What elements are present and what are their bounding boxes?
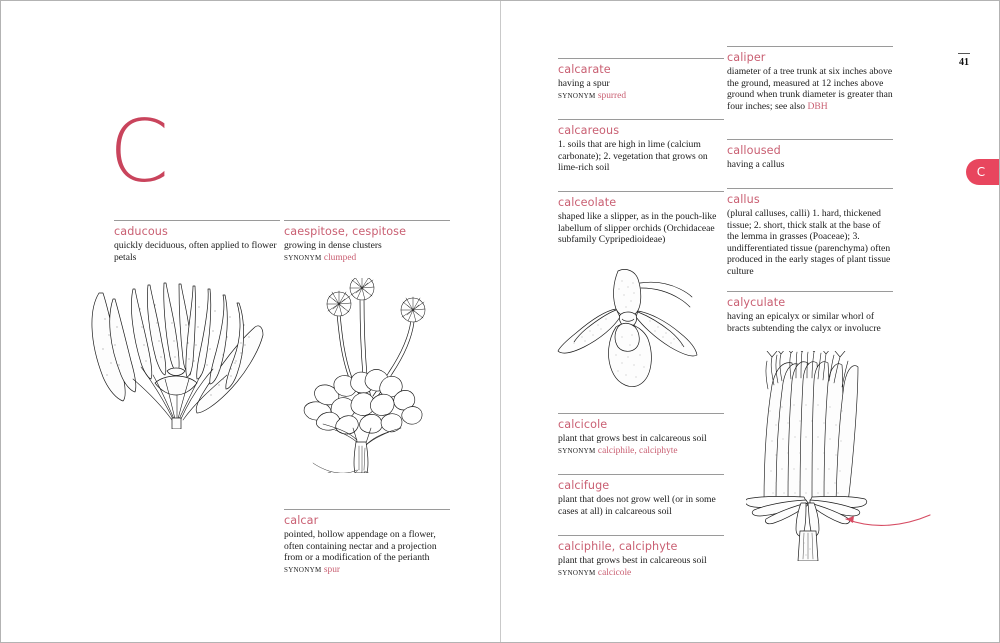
entry-rule [727, 291, 893, 292]
folio-rule [958, 53, 970, 54]
entry-calcicole[interactable] [558, 413, 724, 458]
entry-rule [727, 188, 893, 189]
entry-definition: having an epicalyx or similar whorl of bracts subtending the calyx or involucre [727, 311, 881, 334]
left-page [1, 1, 500, 643]
entry-caespitose[interactable] [284, 220, 450, 265]
thumb-tab-label: C [976, 165, 986, 179]
entry-rule [727, 139, 893, 140]
section-dropcap-letter: C [109, 102, 170, 202]
cross-reference-link[interactable]: DBH [807, 100, 828, 112]
entry-definition: having a spur [558, 78, 610, 89]
entry-headword: caliper [727, 51, 766, 64]
entry-headword: calceolate [558, 196, 617, 209]
entry-definition: (plural calluses, calli) 1. hard, thickened tissue; 2. short, thick stalk at the base of the lemma in grasses (Poaceae); 3. undifferentiated tissue (parenchyma) often produced in the early stages of plant tissue culture [727, 208, 891, 277]
page-number: 41 [959, 57, 969, 68]
page-folio [950, 53, 978, 68]
entry-rule [284, 509, 450, 510]
caducous-flower-illustration [69, 279, 284, 429]
synonym-terms: calciphile, calciphyte [597, 446, 678, 457]
synonym-label: synonym [284, 564, 322, 576]
synonym-label: synonym [558, 90, 596, 102]
synonym-terms: clumped [323, 253, 357, 264]
entry-rule [727, 46, 893, 47]
entry-definition: pointed, hollow appendage on a flower, often containing nectar and a projection from or a modification of the perianth [284, 529, 437, 564]
entry-calcifuge[interactable] [558, 474, 724, 517]
calceolate-slipper-orchid-illustration [556, 269, 716, 409]
entry-caliper[interactable] [727, 46, 893, 112]
entry-headword: calloused [727, 144, 781, 157]
synonym-label: synonym [284, 252, 322, 264]
entry-calcar[interactable] [284, 509, 450, 577]
entry-headword: calcareous [558, 124, 620, 137]
entry-headword: caespitose, cespitose [284, 225, 407, 238]
entry-calcareous[interactable] [558, 119, 724, 174]
entry-headword: caducous [114, 225, 168, 238]
entry-synonym-line [558, 90, 724, 103]
entry-calloused[interactable] [727, 139, 893, 171]
entry-definition: plant that grows best in calcareous soil [558, 555, 707, 566]
entry-definition: plant that grows best in calcareous soil [558, 433, 707, 444]
calyculate-flowerhead-illustration [746, 351, 936, 561]
entry-rule [558, 191, 724, 192]
caespitose-clumped-plant-illustration [301, 278, 451, 473]
entry-definition: plant that does not grow well (or in some cases at all) in calcareous soil [558, 494, 716, 517]
entry-definition: quickly deciduous, often applied to flower petals [114, 240, 277, 263]
entry-synonym-line [284, 252, 450, 265]
entry-headword: calcar [284, 514, 319, 527]
definition-text: diameter of a tree trunk at six inches above the ground, measured at 12 inches above ground when trunk diameter is greater than four inches; see also [727, 66, 893, 112]
right-page [501, 1, 1000, 643]
entry-headword: calcifuge [558, 479, 610, 492]
entry-rule [558, 535, 724, 536]
entry-calyculate[interactable] [727, 291, 893, 334]
synonym-label: synonym [558, 567, 596, 579]
entry-rule [558, 474, 724, 475]
entry-callus[interactable] [727, 188, 893, 278]
entry-headword: calcarate [558, 63, 611, 76]
entry-caducous[interactable] [114, 220, 280, 263]
entry-headword: callus [727, 193, 760, 206]
entry-calciphile-calciphyte[interactable] [558, 535, 724, 580]
entry-rule [558, 58, 724, 59]
entry-definition: shaped like a slipper, as in the pouch-like labellum of slipper orchids (Orchidaceae subfamily Cypripedioideae) [558, 211, 717, 246]
synonym-terms: spurred [597, 91, 627, 102]
entry-rule [558, 119, 724, 120]
entry-calceolate[interactable] [558, 191, 724, 246]
entry-definition: growing in dense clusters [284, 240, 382, 251]
entry-calcarate[interactable] [558, 58, 724, 103]
entry-definition: 1. soils that are high in lime (calcium carbonate); 2. vegetation that grows on lime-rich soil [558, 139, 708, 174]
entry-synonym-line [558, 567, 724, 580]
entry-headword: calyculate [727, 296, 786, 309]
entry-synonym-line [558, 445, 724, 458]
entry-rule [114, 220, 280, 221]
entry-definition: having a callus [727, 159, 785, 170]
entry-rule [284, 220, 450, 221]
entry-rule [558, 413, 724, 414]
entry-headword: calciphile, calciphyte [558, 540, 678, 553]
synonym-terms: spur [323, 565, 341, 576]
synonym-label: synonym [558, 445, 596, 457]
synonym-terms: calcicole [597, 568, 632, 579]
entry-definition [727, 66, 893, 112]
alphabet-thumb-tab[interactable] [966, 159, 1000, 185]
entry-synonym-line [284, 564, 450, 577]
entry-headword: calcicole [558, 418, 608, 431]
